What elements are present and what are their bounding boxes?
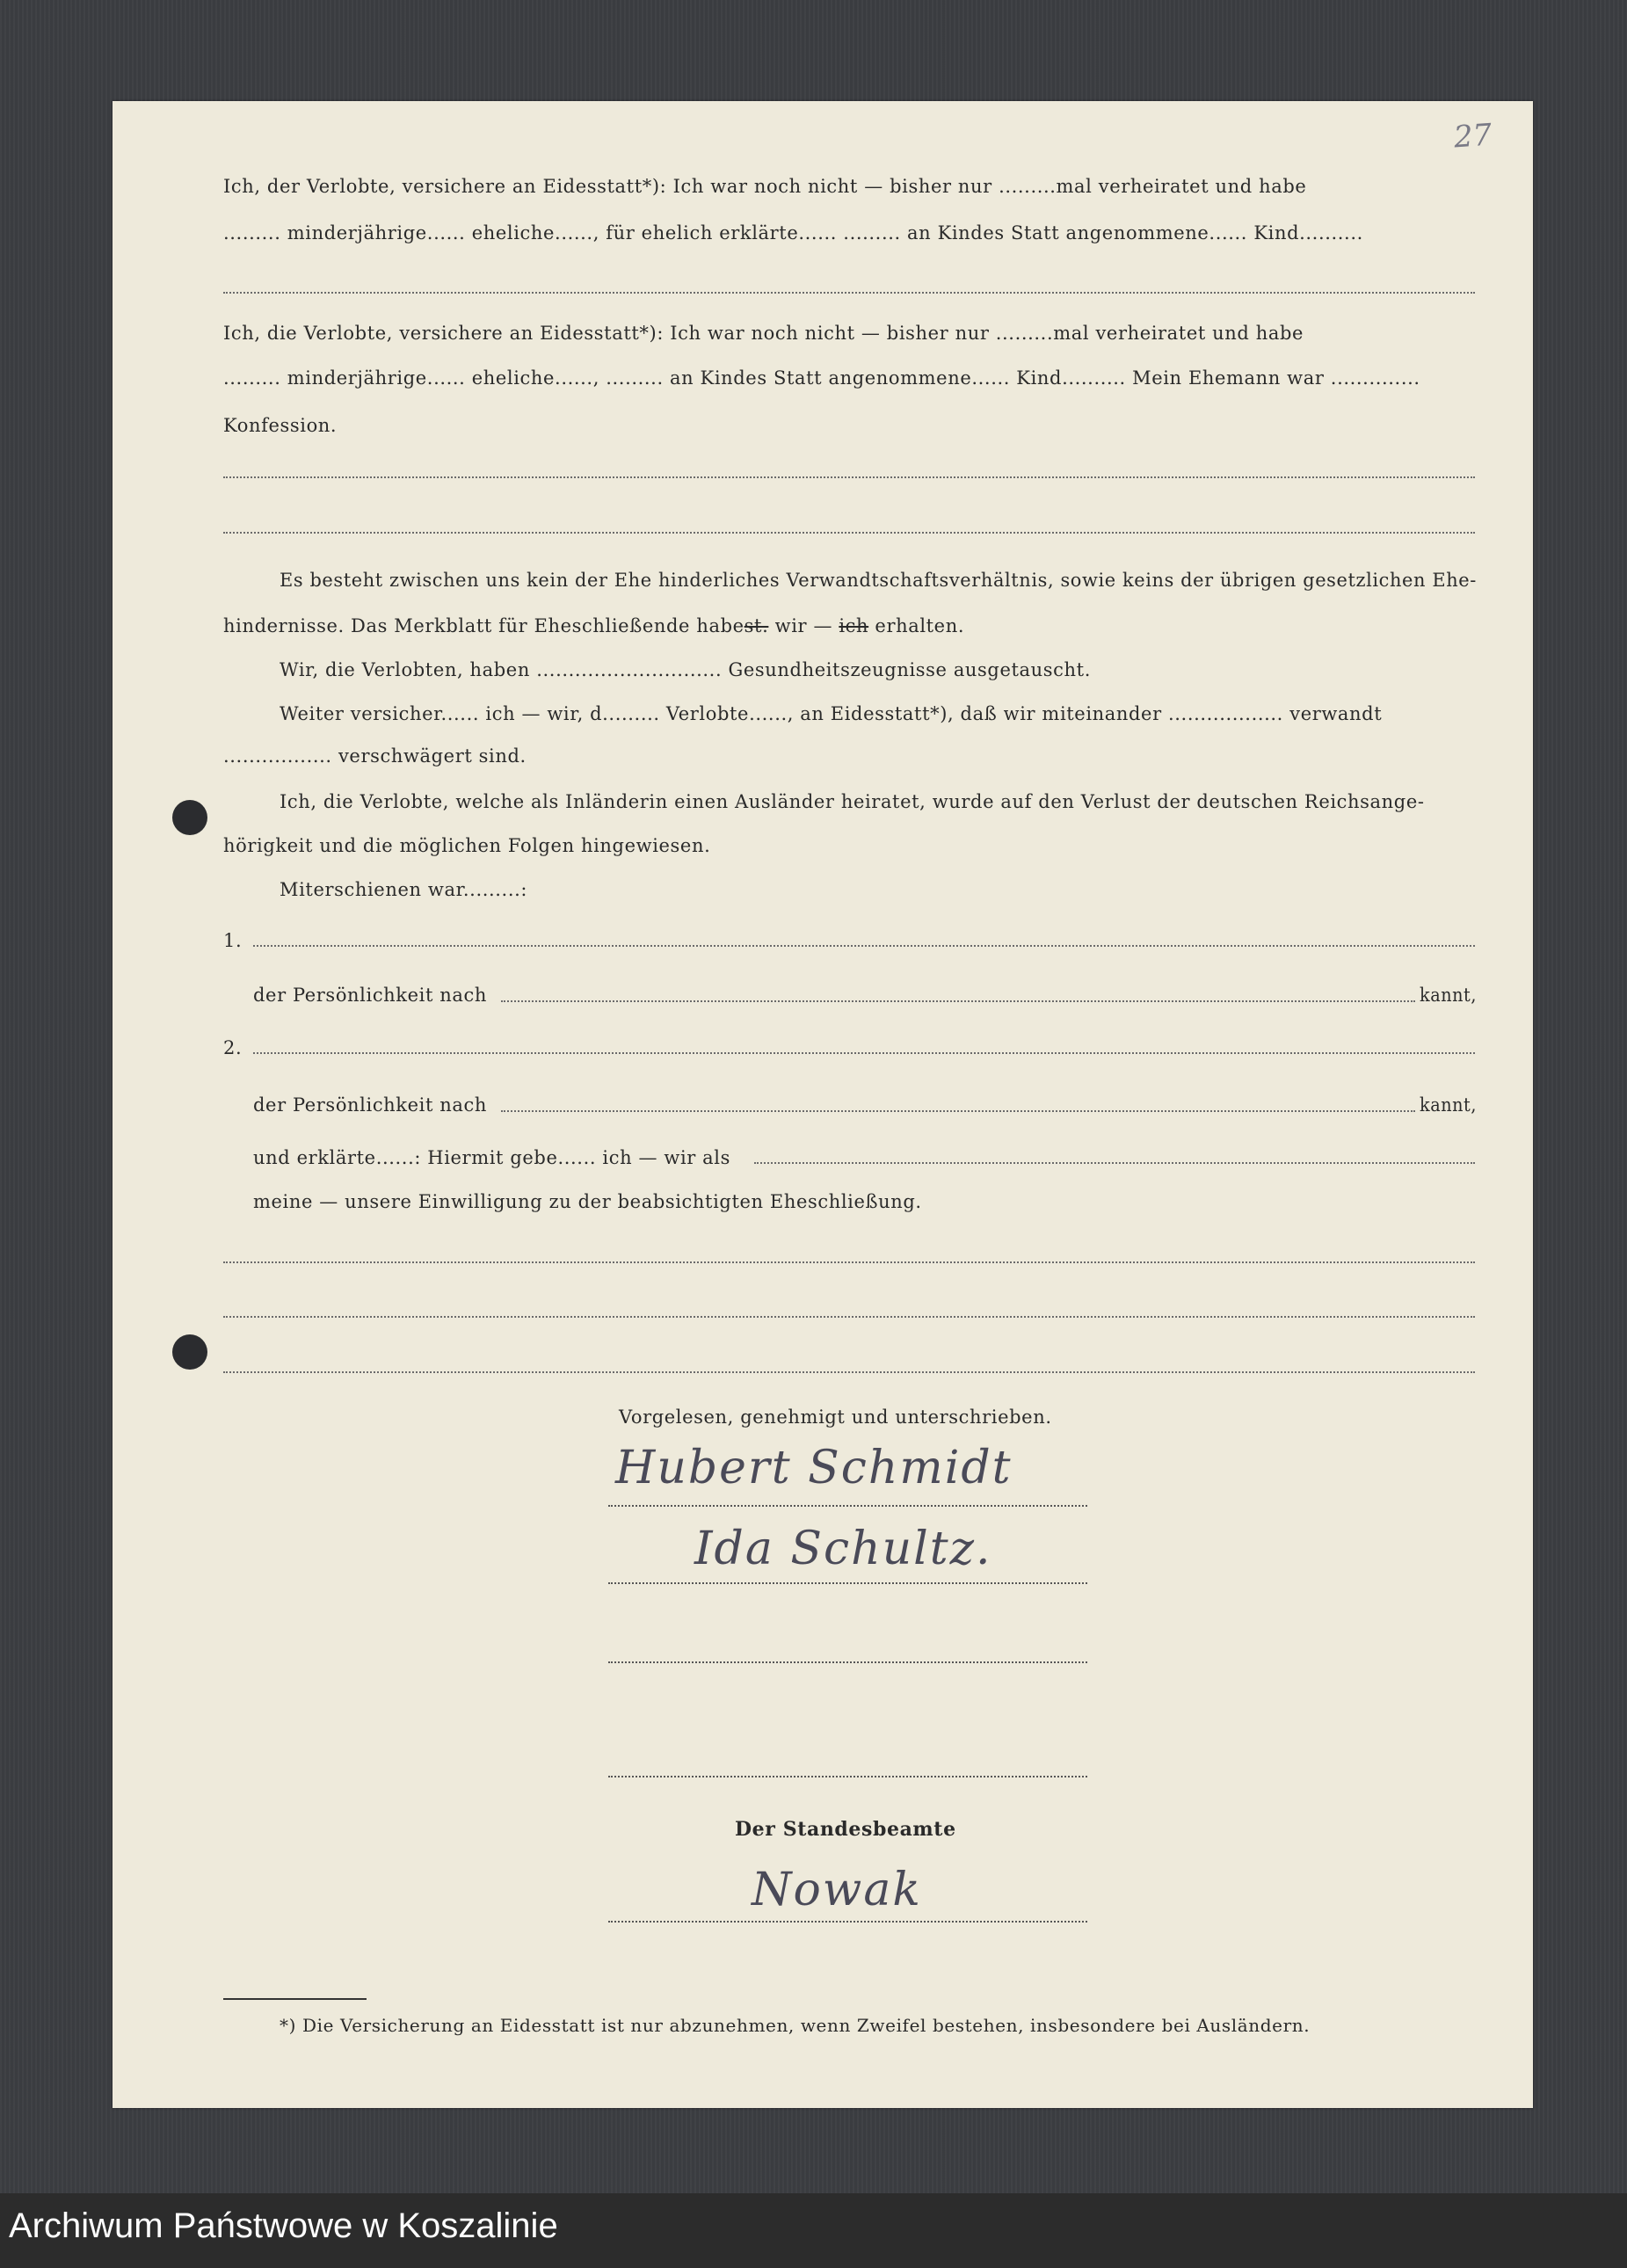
signature-line: [608, 1582, 1087, 1584]
citizenship-line1: Ich, die Verlobte, welche als Inländerin einen Ausländer heiratet, wurde auf den Verlust der deutschen Reichsange-: [280, 791, 1425, 812]
consent-line1: und erklärte......: Hiermit gebe...... ich — wir als: [253, 1147, 730, 1168]
registrar-signature: Nowak: [752, 1864, 922, 1916]
groom-signature: Hubert Schmidt: [615, 1442, 1013, 1494]
groom-declaration-line2: ......... minderjährige...... eheliche......, für ehelich erklärte...... ......... an Kindes Statt angenommene...... Kind..........: [223, 222, 1363, 244]
witness-2-number: 2.: [223, 1037, 243, 1058]
bride-signature: Ida Schultz.: [694, 1523, 992, 1575]
read-approved-signed: Vorgelesen, genehmigt und unterschrieben.: [619, 1407, 1052, 1428]
footnote: *) Die Versicherung an Eidesstatt ist nur abzunehmen, wenn Zweifel bestehen, insbesondere bei Ausländern.: [280, 2015, 1311, 2036]
signature-line: [608, 1921, 1087, 1923]
appeared-line: Miterschienen war.........:: [280, 879, 528, 900]
witness-1-persoenlichkeit: der Persönlichkeit nach: [253, 985, 488, 1006]
blank-line: [223, 532, 1475, 534]
blank-line: [501, 1000, 1415, 1002]
witness-1-kannt: kannt,: [1420, 985, 1477, 1006]
footnote-rule: [223, 1998, 367, 2000]
bride-declaration-line3: Konfession.: [223, 415, 338, 436]
signature-line: [608, 1661, 1087, 1663]
blank-line: [223, 292, 1475, 294]
health-certificate-line: Wir, die Verlobten, haben ............................. Gesundheitszeugnisse ausgetauscht.: [280, 659, 1091, 680]
relation-line1: Weiter versicher...... ich — wir, d......... Verlobte......, an Eidesstatt*), daß wir miteinander .................. verwandt: [280, 703, 1383, 724]
blank-line: [223, 1316, 1475, 1318]
signature-line: [608, 1776, 1087, 1777]
impediment-line2: hindernisse. Das Merkblatt für Eheschließende habest. wir — ich erhalten.: [223, 615, 965, 636]
page-number: 27: [1452, 117, 1493, 156]
bride-declaration-line1: Ich, die Verlobte, versichere an Eidesstatt*): Ich war noch nicht — bisher nur .........mal verheiratet und habe: [223, 323, 1304, 344]
blank-line: [223, 1261, 1475, 1263]
citizenship-line2: hörigkeit und die möglichen Folgen hingewiesen.: [223, 835, 711, 856]
blank-line: [754, 1162, 1475, 1164]
consent-line2: meine — unsere Einwilligung zu der beabsichtigten Eheschließung.: [253, 1191, 922, 1212]
blank-line: [223, 1371, 1475, 1373]
witness-2-persoenlichkeit: der Persönlichkeit nach: [253, 1094, 488, 1116]
witness-1-number: 1.: [223, 930, 243, 951]
relation-line2: ................. verschwägert sind.: [223, 745, 527, 767]
punch-hole: [172, 800, 207, 835]
blank-line: [501, 1110, 1415, 1112]
impediment-line1: Es besteht zwischen uns kein der Ehe hinderliches Verwandtschaftsverhältnis, sowie keins der übrigen gesetzlichen Ehe-: [280, 570, 1477, 591]
blank-line: [223, 476, 1475, 478]
archive-name: Archiwum Państwowe w Koszalinie: [9, 2206, 558, 2245]
groom-declaration-line1: Ich, der Verlobte, versichere an Eidesstatt*): Ich war noch nicht — bisher nur .........mal verheiratet und habe: [223, 176, 1307, 197]
punch-hole: [172, 1334, 207, 1370]
bride-declaration-line2: ......... minderjährige...... eheliche......, ......... an Kindes Statt angenommene...... Kind.......... Mein Ehemann war ..............: [223, 367, 1420, 389]
blank-line: [253, 1052, 1475, 1054]
witness-2-kannt: kannt,: [1420, 1094, 1477, 1116]
signature-line: [608, 1505, 1087, 1507]
registrar-title: Der Standesbeamte: [735, 1818, 956, 1841]
blank-line: [253, 945, 1475, 947]
